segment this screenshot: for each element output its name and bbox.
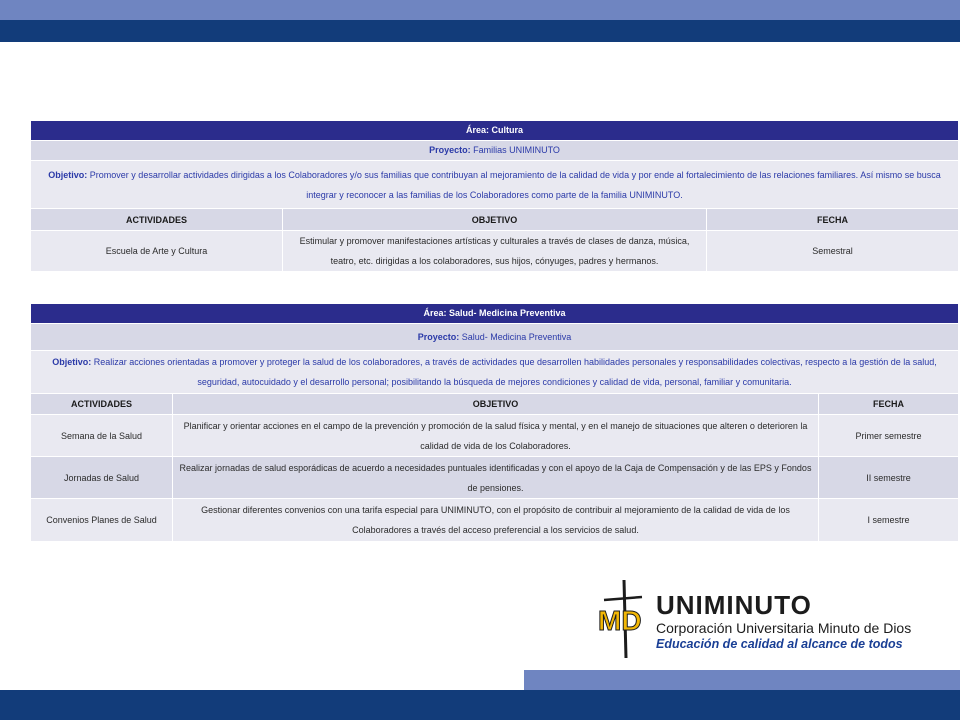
objective-cell: Realizar jornadas de salud esporádicas de acuerdo a necesidades puntuales identificadas y con el apoyo de la Caja de Compensación y de las EPS y Fondos de pensiones. <box>173 457 819 499</box>
salud-table <box>30 303 959 542</box>
activity-cell: Escuela de Arte y Cultura <box>31 231 283 272</box>
logo-slogan: Educación de calidad al alcance de todos <box>656 637 903 651</box>
project-row <box>31 141 959 161</box>
activity-cell: Jornadas de Salud <box>31 457 173 499</box>
activity-cell: Convenios Planes de Salud <box>31 499 173 542</box>
project-value: Familias UNIMINUTO <box>470 145 560 155</box>
objective-label: Objetivo: <box>52 357 92 367</box>
project-label: Proyecto: <box>429 145 471 155</box>
cross-md-icon <box>596 578 658 658</box>
table-row <box>31 231 959 272</box>
uniminuto-logo <box>596 578 926 658</box>
table-row <box>31 415 959 457</box>
header-objective: OBJETIVO <box>173 394 819 415</box>
project-label: Proyecto: <box>417 331 460 342</box>
objective-cell: Gestionar diferentes convenios con una tarifa especial para UNIMINUTO, con el propósito de contribuir al mejoramiento de la calidad de vida de los Colaboradores a través del acceso preferencial a los servicios de salud. <box>173 499 819 542</box>
bottom-band-light <box>524 670 960 690</box>
area-title: Área: Cultura <box>31 121 959 141</box>
header-objective: OBJETIVO <box>283 209 707 231</box>
date-cell: Primer semestre <box>819 415 959 457</box>
objective-cell: Estimular y promover manifestaciones artísticas y culturales a través de clases de danza, música, teatro, etc. dirigidas a los colaboradores, sus hijos, cónyuges, padres y hermanos. <box>283 231 707 272</box>
header-date: FECHA <box>819 394 959 415</box>
objective-cell: Planificar y orientar acciones en el campo de la prevención y promoción de la salud física y mental, y en el manejo de situaciones que alteren o deterioren la calidad de vida de los Colaboradores. <box>173 415 819 457</box>
table-row <box>31 457 959 499</box>
bottom-band-dark <box>0 690 960 720</box>
logo-institution: Corporación Universitaria Minuto de Dios <box>656 620 912 636</box>
objective-row <box>31 351 959 394</box>
table-row <box>31 499 959 542</box>
project-value: Salud- Medicina Preventiva <box>459 331 572 342</box>
objective-row <box>31 161 959 209</box>
activity-cell: Semana de la Salud <box>31 415 173 457</box>
objective-text: Realizar acciones orientadas a promover y proteger la salud de los colaboradores, a través de actividades que desarrollen habilidades personales y responsabilidades colectivas, respecto a la gestión de la salud, seguridad, autocuidado y el desarrollo personal; posibilitando la búsqueda de mejores condiciones y calidad de vida, personal, familiar y comunitaria. <box>91 357 937 387</box>
cultura-table <box>30 120 959 272</box>
date-cell: Semestral <box>707 231 959 272</box>
project-row <box>31 324 959 351</box>
date-cell: I semestre <box>819 499 959 542</box>
logo-brand: UNIMINUTO <box>656 590 812 620</box>
header-date: FECHA <box>707 209 959 231</box>
area-title: Área: Salud- Medicina Preventiva <box>31 304 959 324</box>
objective-label: Objetivo: <box>48 169 88 180</box>
objective-text: Promover y desarrollar actividades dirigidas a los Colaboradores y/o sus familias que contribuyan al mejoramiento de la calidad de vida y por ende al fortalecimiento de las relaciones familiares. Así mismo se busca integrar y reconocer a las familias de los Colaboradores como parte de la familia UNIMINUTO. <box>87 169 941 200</box>
header-activities: ACTIVIDADES <box>31 209 283 231</box>
logo-mark: MD <box>598 605 642 636</box>
top-band-light <box>0 0 960 20</box>
date-cell: II semestre <box>819 457 959 499</box>
top-band-dark <box>0 20 960 42</box>
header-activities: ACTIVIDADES <box>31 394 173 415</box>
